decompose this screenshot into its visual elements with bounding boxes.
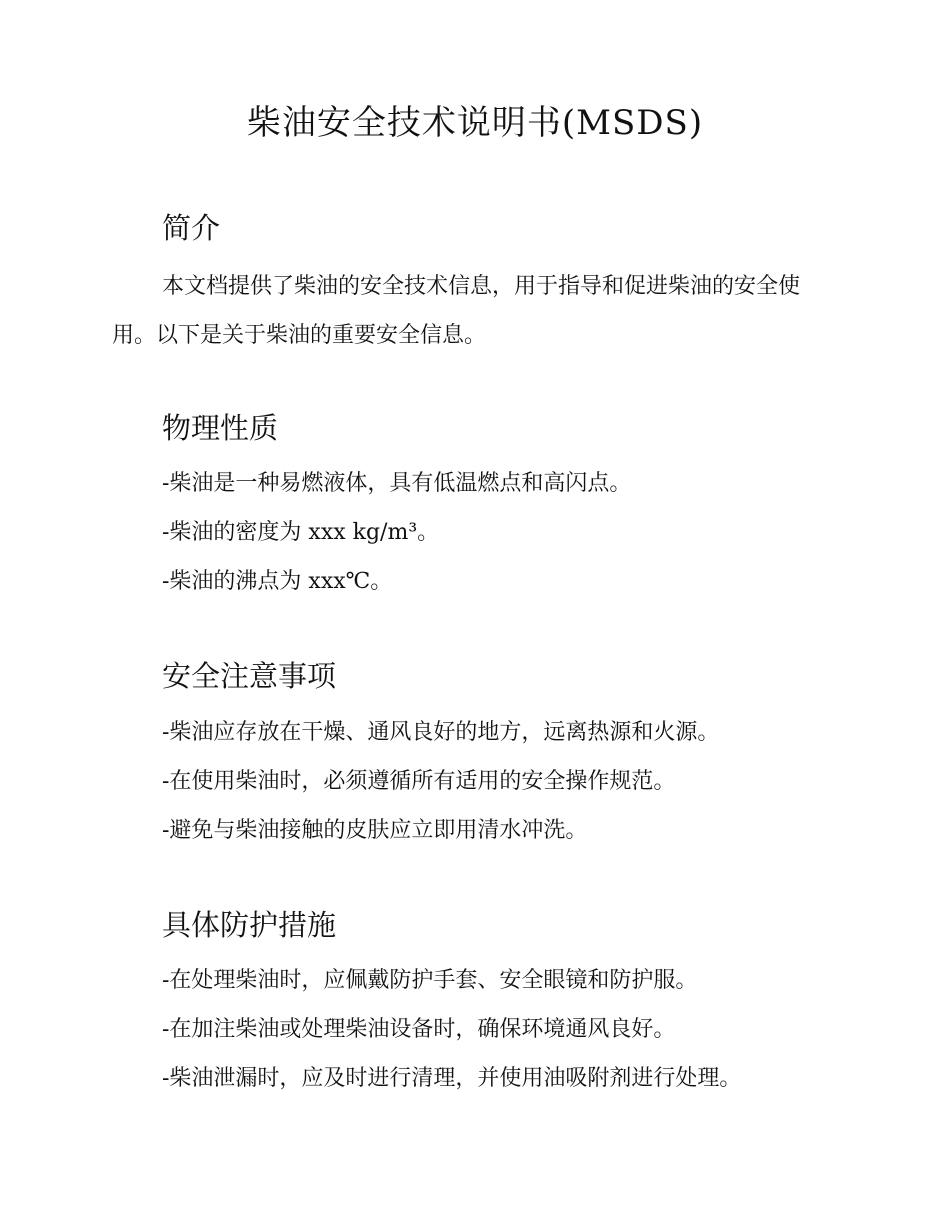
- physical-property-item: -柴油的沸点为 xxx℃。: [162, 569, 393, 594]
- safety-precaution-item: -柴油应存放在干燥、通风良好的地方，远离热源和火源。: [162, 720, 720, 745]
- document-title: 柴油安全技术说明书(MSDS): [246, 103, 704, 143]
- introduction-paragraph: 本文档提供了柴油的安全技术信息，用于指导和促进柴油的安全使用。以下是关于柴油的重要安全信息。: [112, 274, 801, 348]
- section-heading-protective-measures: 具体防护措施: [162, 908, 337, 942]
- protective-measure-item: -在处理柴油时，应佩戴防护手套、安全眼镜和防护服。: [162, 968, 698, 993]
- safety-precaution-item: -在使用柴油时，必须遵循所有适用的安全操作规范。: [162, 769, 676, 794]
- section-heading-introduction: 简介: [162, 211, 221, 245]
- safety-precaution-item: -避免与柴油接触的皮肤应立即用清水冲洗。: [162, 818, 588, 843]
- physical-property-item: -柴油是一种易燃液体，具有低温燃点和高闪点。: [162, 471, 632, 496]
- physical-property-item: -柴油的密度为 xxx kg/m³。: [162, 520, 440, 545]
- protective-measure-item: -在加注柴油或处理柴油设备时，确保环境通风良好。: [162, 1017, 676, 1042]
- protective-measure-item: -柴油泄漏时，应及时进行清理，并使用油吸附剂进行处理。: [162, 1066, 742, 1091]
- section-heading-physical-properties: 物理性质: [162, 411, 279, 445]
- section-heading-safety-precautions: 安全注意事项: [162, 659, 337, 693]
